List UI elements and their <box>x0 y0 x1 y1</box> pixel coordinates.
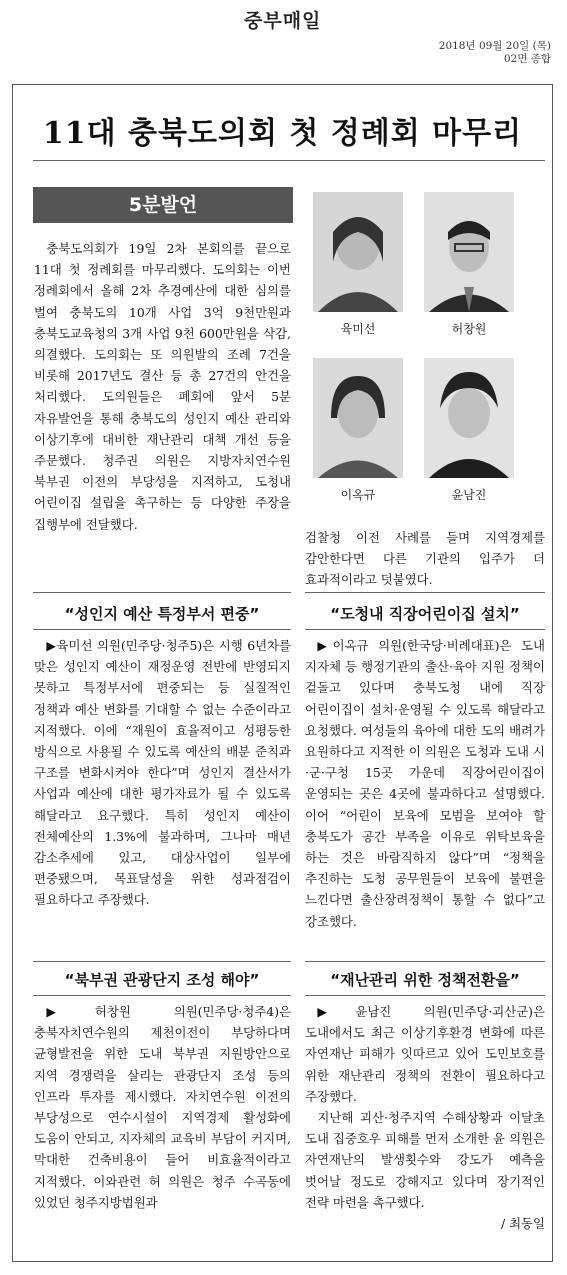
body-text: ▶윤남진 의원(민주당·괴산군)은 도내에서도 최근 이상기후환경 변화에 따른 자연재난 피해가 잇따르고 있어 도민보호를 위한 재난관리 정책의 전환이 필요하다고 주장했다. <box>305 1004 545 1104</box>
masthead <box>0 0 567 70</box>
section-rule <box>33 629 291 630</box>
page-section: 02면 종합 <box>503 53 551 65</box>
portrait-woman-icon <box>313 358 403 478</box>
subhead-disaster: “재난관리 위한 정책전환을” <box>330 971 520 989</box>
photo-caption: 윤남진 <box>451 488 487 502</box>
subhead-daycare: “도청내 직장어린이집 설치” <box>330 605 520 623</box>
section-rule <box>305 995 545 996</box>
section-rule <box>33 961 291 962</box>
section-rule <box>33 995 291 996</box>
subhead-north-tourism: “북부권 관광단지 조성 해야” <box>64 971 260 989</box>
headline-rule <box>33 160 545 161</box>
byline: / 최동일 <box>500 1216 545 1232</box>
body-text: ▶육미선 의원(민주당·청주5)은 시행 6년차를 맞은 성인지 예산이 재정운영 전반에 반영되지 못하고 특정부서에 편중되는 등 실질적인 정책과 예산 변화를 기대할 수 없는 수준이라고 지적했다. 이에 “재원이 효율적이고 성평등한 방식으로 사용될 수 있도록 예산의 배분 준칙과 구조를 변화시켜야 한다”며 성인지 결산서가 사업과 예산에 대한 평가자료가 될 수 있도록 해달라고 요구했다. 특히 성인지 예산이 전체예산의 1.3%에 불과하며, 그나마 매년 감소추세에 있고, 대상사업이 일부에 편중됐으며, 목표달성을 위한 성과점검이 필요하다고 주장했다. <box>34 638 291 908</box>
portrait-man-icon <box>424 192 514 312</box>
subhead-gender-budget: “성인지 예산 특정부서 편중” <box>64 605 260 623</box>
section-body-daycare <box>305 635 545 932</box>
body-text: ▶허창원 의원(민주당·청주4)은 충북자치연수원의 제천이전이 부당하다며 균형발전을 위한 도내 북부권 지원방안으로 지역 경쟁력을 살리는 관광단지 조성 등의 인프라 투자를 제시했다. 자치연수원 이전의 부당성으로 연수시설이 지역경제 활성화에 도움이 안되고, 지자체의 교육비 부담이 커지며, 막대한 건축비용이 들어 비효율적이라고 지적했다. 이와관련 허 의원은 청주 수곡동에 있었던 청주지방법원과 <box>34 1004 291 1210</box>
body-text: 검찰청 이전 사례를 들며 지역경제를 감안한다면 다른 기관의 입주가 더 효과적이라고 덧붙였다. <box>305 530 545 588</box>
portrait-woman-icon <box>424 358 514 478</box>
section-body-gender-budget <box>34 635 291 911</box>
section-rule <box>305 961 545 962</box>
body-text: 지난해 괴산·청주지역 수해상황과 이달초 도내 집중호우 피해를 먼저 소개한 윤 의원은 자연재난의 발생횟수와 강도가 예측을 벗어날 정도로 강해지고 있다며 장기적인 전략 마련을 촉구했다. <box>305 1110 545 1210</box>
headline: 11대 충북도의회 첫 정례회 마무리 <box>42 116 523 151</box>
newspaper-logo: 중부매일 <box>244 10 322 32</box>
issue-date: 2018년 09월 20일 (목) <box>438 40 551 52</box>
section-body-north-tourism <box>34 1001 291 1213</box>
section-rule <box>33 592 291 593</box>
section-rule <box>305 592 545 593</box>
intro-paragraph <box>34 238 291 535</box>
section-rule <box>305 629 545 630</box>
photo-caption: 허창원 <box>451 322 487 336</box>
dateline <box>439 40 551 66</box>
intro-text: 충북도의회가 19일 2차 본회의를 끝으로 11대 첫 정례회를 마무리했다. 도의회는 이번 정례회에서 올해 2차 추경예산에 대한 심의를 벌여 충북도의 10개 사업 3억 9천만원과 충북도교육청의 3개 사업 9천 600만원을 삭감, 의결했다. 도의회는 또 의원발의 조례 7건을 비롯해 2017년도 결산 등 총 27건의 안건을 처리했다. 도의원들은 폐회에 앞서 5분 자유발언을 통해 충북도의 성인지 예산 관리와 이상기후에 대비한 재난관리 대책 개선 등을 주문했다. 청주권 의원은 지방자치연수원 북부권 이전의 부당성을 지적하고, 도청내 어린이집 설립을 촉구하는 등 다양한 주장을 집행부에 전달했다. <box>34 241 291 532</box>
continued-paragraph <box>305 527 545 591</box>
section-body-disaster <box>305 1001 545 1234</box>
section-label: 5분발언 <box>33 187 293 223</box>
photo-caption: 이옥규 <box>340 488 376 502</box>
body-text: ▶이옥규 의원(한국당·비례대표)은 도내 지자체 등 행정기관의 출산·육아 지원 정책이 겉돌고 있다며 충북도청 내에 직장 어린이집이 설치·운영될 수 있도록 해달라고 요청했다. 여성들의 육아에 대한 도의 배려가 요원하다고 지적한 이 의원은 도청과 도내 시·군·구청 15곳 가운데 직장어린이집이 운영되는 곳은 4곳에 불과하다고 설명했다. 이어 “어린이 보육에 모범을 보여야 할 충북도가 공간 부족을 이유로 위탁보육을 하는 것은 바람직하지 않다”며 “정책을 추진하는 도청 공무원들이 보육에 불편을 느낀다면 출산장려정책이 통할 수 없다”고 강조했다. <box>305 638 545 929</box>
portrait-woman-icon <box>313 192 403 312</box>
photo-caption: 육미선 <box>340 322 376 336</box>
